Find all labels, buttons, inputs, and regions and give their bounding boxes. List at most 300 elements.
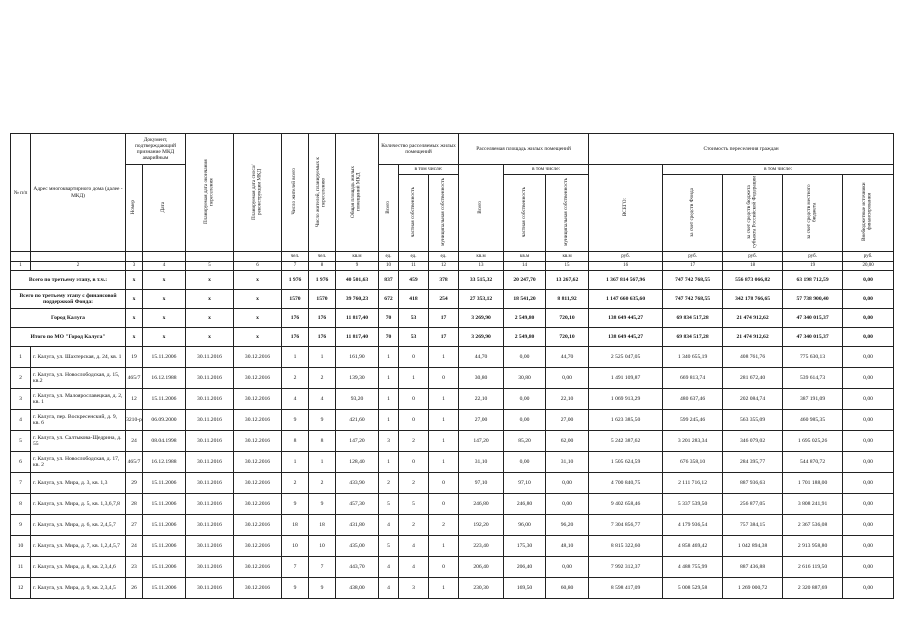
- row-address: г. Калуга, ул. Мира, д. 6, кв. 2,4,5,7: [31, 515, 126, 536]
- row-cell: 8: [309, 431, 336, 452]
- summary-cell: x: [186, 328, 234, 347]
- row-cell: 30.12.2016: [234, 557, 282, 578]
- column-number-cell: 1: [11, 262, 31, 271]
- row-cell: 544 870,72: [783, 452, 843, 473]
- row-cell: 30.11.2016: [186, 452, 234, 473]
- row-cell: 24: [126, 536, 143, 557]
- column-number-cell: 11: [399, 262, 429, 271]
- unit-cell: [186, 252, 234, 262]
- row-cell: 2: [399, 431, 429, 452]
- row-cell: 96,20: [546, 515, 589, 536]
- row-cell: 465/7: [126, 452, 143, 473]
- row-cell: 30.11.2016: [186, 410, 234, 431]
- summary-cell: 378: [429, 271, 459, 290]
- row-cell: 85,20: [504, 431, 546, 452]
- row-cell: 0: [429, 494, 459, 515]
- row-cell: 30,80: [459, 368, 504, 389]
- row-number: 6: [11, 452, 31, 473]
- summary-cell: x: [186, 290, 234, 309]
- table-row: [11, 389, 894, 410]
- header-area-group: Расселяемая площадь жилых помещений: [459, 134, 589, 165]
- unit-cell: [11, 252, 31, 262]
- summary-label: Всего по третьему этапу, в т.ч.:: [11, 271, 126, 290]
- column-number-cell: 10: [379, 262, 399, 271]
- row-cell: 1 623 385,50: [589, 410, 663, 431]
- row-number: 11: [11, 557, 31, 578]
- row-cell: 192,20: [459, 515, 504, 536]
- row-cell: 3: [379, 431, 399, 452]
- summary-cell: 138 649 445,27: [589, 309, 663, 328]
- unit-cell: ед.: [379, 252, 399, 262]
- header-cost-local: за счет средств местного бюджета: [783, 175, 843, 252]
- summary-cell: 0,00: [843, 309, 894, 328]
- summary-label: Город Калуга: [11, 309, 126, 328]
- row-cell: 10: [282, 536, 309, 557]
- unit-cell: кв.м: [546, 252, 589, 262]
- summary-cell: 47 340 015,37: [783, 328, 843, 347]
- summary-cell: 176: [282, 309, 309, 328]
- summary-cell: 2 549,80: [504, 309, 546, 328]
- data-rows: [11, 347, 894, 599]
- row-cell: 9: [309, 410, 336, 431]
- column-number-cell: 14: [504, 262, 546, 271]
- row-cell: 465/7: [126, 368, 143, 389]
- row-cell: 30.12.2016: [234, 347, 282, 368]
- row-cell: 9: [309, 494, 336, 515]
- row-cell: 4: [309, 389, 336, 410]
- row-cell: 128,40: [336, 452, 379, 473]
- row-cell: 30.11.2016: [186, 368, 234, 389]
- summary-rows: [11, 271, 894, 347]
- header-area-private: частная собственность: [504, 175, 546, 252]
- row-cell: 1 069 913,29: [589, 389, 663, 410]
- row-cell: 3: [399, 578, 429, 599]
- row-address: г. Калуга, ул. Мира, д. 7, кв. 1,2,4,5,7: [31, 536, 126, 557]
- row-cell: 44,70: [546, 347, 589, 368]
- row-cell: 7 304 856,77: [589, 515, 663, 536]
- unit-cell: кв.м: [459, 252, 504, 262]
- summary-cell: 176: [282, 328, 309, 347]
- column-number-cell: 18: [723, 262, 783, 271]
- row-cell: 5: [379, 494, 399, 515]
- row-cell: 7: [282, 557, 309, 578]
- row-cell: 30,80: [504, 368, 546, 389]
- units-row: [11, 252, 894, 262]
- summary-label: Итого по МО "Город Калуга": [11, 328, 126, 347]
- summary-cell: 47 340 015,37: [783, 309, 843, 328]
- row-cell: 15.11.2006: [143, 389, 186, 410]
- column-number-cell: 20,00: [843, 262, 894, 271]
- row-address: г. Калуга, ул. Шахтерская, д. 24, кв. 1: [31, 347, 126, 368]
- row-cell: 97,10: [459, 473, 504, 494]
- row-cell: 4 179 936,54: [663, 515, 723, 536]
- summary-cell: x: [126, 309, 143, 328]
- row-cell: 147,20: [336, 431, 379, 452]
- summary-cell: 17: [429, 309, 459, 328]
- row-cell: 0,00: [843, 347, 894, 368]
- row-cell: 31,10: [546, 452, 589, 473]
- row-cell: 4: [379, 557, 399, 578]
- unit-cell: руб.: [783, 252, 843, 262]
- row-cell: 4: [399, 557, 429, 578]
- row-cell: 8 598 417,09: [589, 578, 663, 599]
- summary-cell: 720,10: [546, 309, 589, 328]
- row-cell: 30.12.2016: [234, 452, 282, 473]
- row-cell: 30.12.2016: [234, 515, 282, 536]
- row-cell: 30.12.2016: [234, 578, 282, 599]
- row-cell: 18: [309, 515, 336, 536]
- row-cell: 27,00: [459, 410, 504, 431]
- summary-cell: x: [234, 309, 282, 328]
- summary-cell: 1 976: [282, 271, 309, 290]
- header-doc-group: Документ, подтверждающий признание МКД аварийным: [126, 134, 186, 165]
- summary-cell: x: [186, 309, 234, 328]
- row-cell: 1: [379, 389, 399, 410]
- summary-cell: 1 147 660 635,60: [589, 290, 663, 309]
- unit-cell: [126, 252, 143, 262]
- summary-cell: x: [126, 271, 143, 290]
- column-number-cell: 4: [143, 262, 186, 271]
- table-row: [11, 494, 894, 515]
- row-cell: 599 245,46: [663, 410, 723, 431]
- summary-cell: 3 269,90: [459, 309, 504, 328]
- summary-row: [11, 328, 894, 347]
- summary-row: [11, 309, 894, 328]
- row-cell: 0,00: [504, 410, 546, 431]
- unit-cell: [143, 252, 186, 262]
- summary-cell: 0,00: [843, 290, 894, 309]
- row-cell: 15.11.2006: [143, 515, 186, 536]
- header-rooms-total: Всего: [379, 165, 399, 252]
- summary-cell: 459: [399, 271, 429, 290]
- column-number-cell: 3: [126, 262, 143, 271]
- row-cell: 15.11.2006: [143, 494, 186, 515]
- summary-cell: 837: [379, 271, 399, 290]
- row-cell: 147,20: [459, 431, 504, 452]
- table-row: [11, 515, 894, 536]
- row-cell: 06.09.2000: [143, 410, 186, 431]
- row-number: 4: [11, 410, 31, 431]
- row-cell: 1: [282, 452, 309, 473]
- row-cell: 2 525 047,05: [589, 347, 663, 368]
- column-number-cell: 15: [546, 262, 589, 271]
- summary-cell: x: [234, 328, 282, 347]
- column-number-cell: 19: [783, 262, 843, 271]
- row-cell: 5: [399, 494, 429, 515]
- row-cell: 29: [126, 473, 143, 494]
- column-number-cell: 5: [186, 262, 234, 271]
- header-area-total: Всего: [459, 165, 504, 252]
- row-number: 8: [11, 494, 31, 515]
- row-cell: 2 913 958,80: [783, 536, 843, 557]
- row-cell: 1 491 109,87: [589, 368, 663, 389]
- summary-cell: 69 834 517,28: [663, 328, 723, 347]
- row-cell: 4: [379, 578, 399, 599]
- row-cell: 60,80: [546, 578, 589, 599]
- summary-cell: 53: [399, 309, 429, 328]
- header-cost-regional: за счет средств бюджета субъекта Российской Федерации: [723, 175, 783, 252]
- summary-cell: 138 649 445,27: [589, 328, 663, 347]
- row-cell: 0: [399, 389, 429, 410]
- row-cell: 387 191,09: [783, 389, 843, 410]
- row-cell: 9: [282, 578, 309, 599]
- row-cell: 28: [126, 494, 143, 515]
- row-cell: 30.12.2016: [234, 431, 282, 452]
- row-number: 5: [11, 431, 31, 452]
- row-cell: 0,00: [843, 410, 894, 431]
- row-cell: 1: [429, 431, 459, 452]
- row-cell: 1: [429, 410, 459, 431]
- summary-cell: 21 474 912,62: [723, 328, 783, 347]
- row-cell: 19: [126, 347, 143, 368]
- row-cell: 1: [379, 368, 399, 389]
- row-cell: 1 505 624,59: [589, 452, 663, 473]
- row-cell: 27,00: [546, 410, 589, 431]
- row-cell: 22,10: [459, 389, 504, 410]
- row-cell: 435,00: [336, 536, 379, 557]
- summary-cell: 17: [429, 328, 459, 347]
- table-row: [11, 557, 894, 578]
- row-cell: 539 614,73: [783, 368, 843, 389]
- row-cell: 0,00: [843, 431, 894, 452]
- summary-row: [11, 290, 894, 309]
- summary-cell: 27 353,12: [459, 290, 504, 309]
- summary-cell: 69 834 517,28: [663, 309, 723, 328]
- table-row: [11, 578, 894, 599]
- row-cell: 757 384,15: [723, 515, 783, 536]
- row-cell: 1: [429, 389, 459, 410]
- table-row: [11, 368, 894, 389]
- row-cell: 7: [309, 557, 336, 578]
- header-doc-number: Номер: [126, 165, 143, 252]
- summary-cell: 53: [399, 328, 429, 347]
- header-planned-date: Планируемая дата окончания переселения: [186, 134, 234, 252]
- row-cell: 5 008 529,58: [663, 578, 723, 599]
- row-cell: 1: [429, 578, 459, 599]
- column-number-cell: 8: [309, 262, 336, 271]
- summary-cell: x: [143, 309, 186, 328]
- row-number: 10: [11, 536, 31, 557]
- row-cell: 1: [379, 410, 399, 431]
- row-cell: 23: [126, 557, 143, 578]
- unit-cell: кв.м: [336, 252, 379, 262]
- row-cell: 0,00: [843, 557, 894, 578]
- row-cell: 1 042 894,38: [723, 536, 783, 557]
- summary-cell: 176: [309, 309, 336, 328]
- summary-cell: x: [186, 271, 234, 290]
- row-address: г. Калуга, ул. Малоярославецкая, д. 2, кв. 1: [31, 389, 126, 410]
- row-address: г. Калуга, ул. Мира, д. 8, кв. 2,3,4,6: [31, 557, 126, 578]
- row-cell: 97,10: [504, 473, 546, 494]
- row-cell: 139,30: [336, 368, 379, 389]
- header-rooms-group: Количество расселяемых жилых помещений: [379, 134, 459, 165]
- summary-cell: 747 742 768,55: [663, 290, 723, 309]
- row-cell: 22,10: [546, 389, 589, 410]
- row-cell: 1: [399, 368, 429, 389]
- row-cell: 3210-р: [126, 410, 143, 431]
- row-cell: 169,50: [504, 578, 546, 599]
- table-row: [11, 452, 894, 473]
- row-cell: 256 877,05: [723, 494, 783, 515]
- summary-cell: 556 873 066,82: [723, 271, 783, 290]
- row-cell: 7 992 312,37: [589, 557, 663, 578]
- summary-cell: x: [234, 290, 282, 309]
- table-row: [11, 431, 894, 452]
- row-cell: 1: [429, 452, 459, 473]
- row-cell: 0: [399, 452, 429, 473]
- unit-cell: [234, 252, 282, 262]
- row-cell: 421,60: [336, 410, 379, 431]
- summary-cell: x: [143, 290, 186, 309]
- row-cell: 15.11.2006: [143, 578, 186, 599]
- row-cell: 775 630,13: [783, 347, 843, 368]
- row-cell: 93,20: [336, 389, 379, 410]
- row-cell: 4: [379, 515, 399, 536]
- header-total-area: Общая площадь жилых помещений МКД: [336, 134, 379, 252]
- row-cell: 230,30: [459, 578, 504, 599]
- row-cell: 5: [379, 536, 399, 557]
- row-cell: 0,00: [504, 452, 546, 473]
- row-cell: 15.11.2006: [143, 557, 186, 578]
- header-doc-date: Дата: [143, 165, 186, 252]
- row-cell: 206,40: [459, 557, 504, 578]
- row-cell: 1: [309, 347, 336, 368]
- header-area-municipal: муниципальная собственность: [546, 175, 589, 252]
- row-cell: 0: [429, 368, 459, 389]
- unit-cell: ед.: [399, 252, 429, 262]
- summary-cell: 39 760,23: [336, 290, 379, 309]
- summary-row: [11, 271, 894, 290]
- unit-cell: руб.: [589, 252, 663, 262]
- unit-cell: кв.м: [504, 252, 546, 262]
- row-cell: 8: [282, 431, 309, 452]
- row-address: г. Калуга, пер. Воскресенский, д. 9, кв. 6: [31, 410, 126, 431]
- row-number: 1: [11, 347, 31, 368]
- row-number: 9: [11, 515, 31, 536]
- row-cell: 31,10: [459, 452, 504, 473]
- column-number-cell: 17: [663, 262, 723, 271]
- header-rooms-municipal: муниципальная собственность: [429, 175, 459, 252]
- row-cell: 346 079,02: [723, 431, 783, 452]
- summary-cell: 1 367 814 567,96: [589, 271, 663, 290]
- row-address: г. Калуга, ул. Мира, д. 9, кв. 2,3,4,5: [31, 578, 126, 599]
- summary-cell: x: [143, 271, 186, 290]
- row-cell: 30.11.2016: [186, 536, 234, 557]
- row-cell: 18: [282, 515, 309, 536]
- row-number: 7: [11, 473, 31, 494]
- row-cell: 0,00: [843, 515, 894, 536]
- row-cell: 443,70: [336, 557, 379, 578]
- row-cell: 433,90: [336, 473, 379, 494]
- row-cell: 15.11.2006: [143, 347, 186, 368]
- row-cell: 30.12.2016: [234, 389, 282, 410]
- row-cell: 206,40: [504, 557, 546, 578]
- unit-cell: руб.: [663, 252, 723, 262]
- summary-cell: x: [126, 290, 143, 309]
- row-cell: 1 695 025,26: [783, 431, 843, 452]
- row-cell: 30.11.2016: [186, 389, 234, 410]
- row-cell: 1: [282, 347, 309, 368]
- row-cell: 2: [282, 368, 309, 389]
- row-cell: 9: [282, 494, 309, 515]
- row-cell: 30.11.2016: [186, 557, 234, 578]
- row-cell: 460 985,35: [783, 410, 843, 431]
- row-cell: 30.11.2016: [186, 473, 234, 494]
- summary-cell: 70: [379, 309, 399, 328]
- row-address: г. Калуга, ул. Новослободская, д. 15, кв.2: [31, 368, 126, 389]
- row-cell: 2 320 887,69: [783, 578, 843, 599]
- row-cell: 5 337 539,50: [663, 494, 723, 515]
- row-cell: 24: [126, 431, 143, 452]
- table-row: [11, 410, 894, 431]
- row-cell: 480 637,46: [663, 389, 723, 410]
- row-cell: 669 813,74: [663, 368, 723, 389]
- row-cell: 161,90: [336, 347, 379, 368]
- header-demolish-date: Планируемая дата сноса/реконструкции МКД: [234, 134, 282, 252]
- row-cell: 438,00: [336, 578, 379, 599]
- row-cell: 1 269 000,72: [723, 578, 783, 599]
- row-cell: 16.12.1988: [143, 452, 186, 473]
- row-cell: 246,80: [459, 494, 504, 515]
- row-address: г. Калуга, ул. Салтыкова-Щедрина, д. 55: [31, 431, 126, 452]
- column-number-cell: 6: [234, 262, 282, 271]
- row-cell: 9 402 658,46: [589, 494, 663, 515]
- resettlement-table: [10, 133, 894, 599]
- summary-cell: x: [234, 271, 282, 290]
- row-cell: 457,30: [336, 494, 379, 515]
- row-cell: 30.11.2016: [186, 347, 234, 368]
- row-cell: 0,00: [546, 368, 589, 389]
- row-cell: 563 355,09: [723, 410, 783, 431]
- row-cell: 431,80: [336, 515, 379, 536]
- row-cell: 30.11.2016: [186, 578, 234, 599]
- summary-cell: 21 474 912,62: [723, 309, 783, 328]
- row-cell: 408 761,76: [723, 347, 783, 368]
- summary-cell: x: [143, 328, 186, 347]
- unit-cell: руб.: [723, 252, 783, 262]
- unit-cell: ед.: [429, 252, 459, 262]
- summary-cell: x: [126, 328, 143, 347]
- row-cell: 9: [282, 410, 309, 431]
- row-cell: 27: [126, 515, 143, 536]
- row-cell: 16.12.1988: [143, 368, 186, 389]
- column-number-row: [11, 262, 894, 271]
- summary-cell: 1570: [309, 290, 336, 309]
- row-cell: 2 367 536,08: [783, 515, 843, 536]
- row-cell: 30.12.2016: [234, 494, 282, 515]
- summary-cell: 40 501,63: [336, 271, 379, 290]
- summary-cell: 13 267,62: [546, 271, 589, 290]
- row-number: 3: [11, 389, 31, 410]
- header-area-incl: в том числе:: [504, 165, 589, 175]
- summary-cell: 0,00: [843, 271, 894, 290]
- row-cell: 2: [282, 473, 309, 494]
- summary-cell: 720,10: [546, 328, 589, 347]
- row-cell: 4: [282, 389, 309, 410]
- row-cell: 0,00: [546, 494, 589, 515]
- row-cell: 0,00: [843, 389, 894, 410]
- column-number-cell: 12: [429, 262, 459, 271]
- row-cell: 887 936,63: [723, 473, 783, 494]
- column-number-cell: 2: [31, 262, 126, 271]
- unit-cell: руб.: [843, 252, 894, 262]
- summary-cell: 418: [399, 290, 429, 309]
- column-number-cell: 16: [589, 262, 663, 271]
- row-cell: 202 084,74: [723, 389, 783, 410]
- header-num: № п/п: [11, 134, 31, 252]
- resettlement-table-sheet: [10, 133, 893, 599]
- summary-cell: 8 811,92: [546, 290, 589, 309]
